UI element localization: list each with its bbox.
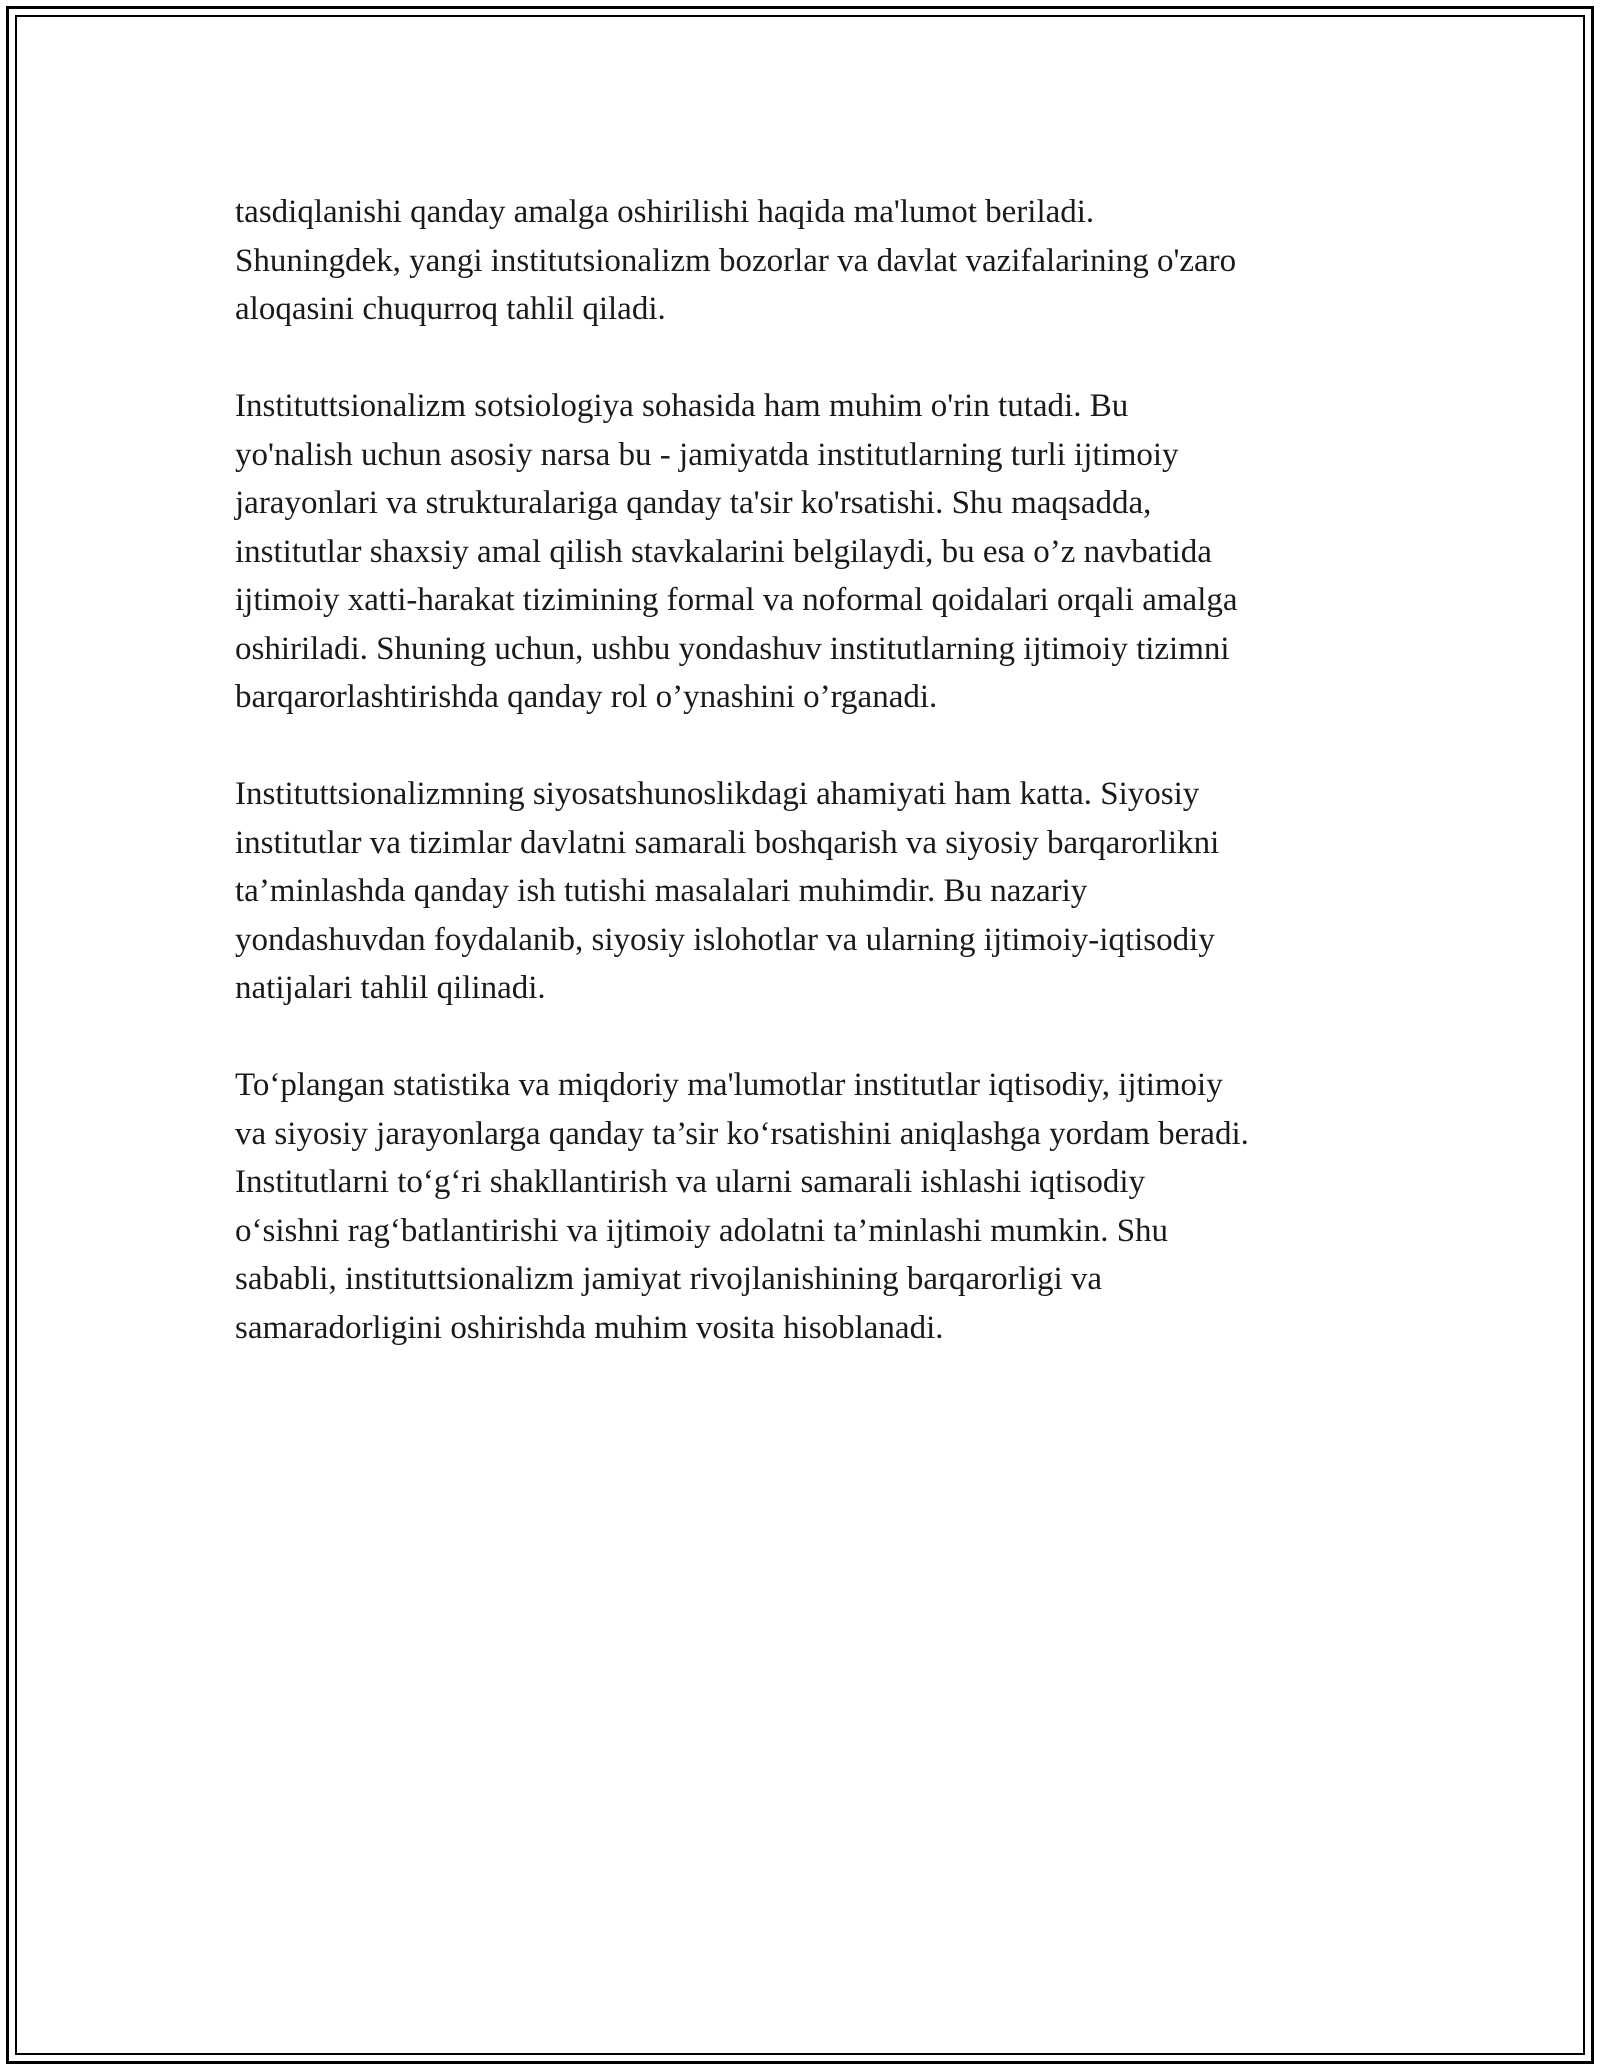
- text-line: Shuningdek, yangi institutsionalizm bozorlar va davlat vazifalarining o'zaro: [235, 242, 1237, 279]
- paragraph-1: [235, 188, 1375, 334]
- text-line: barqarorlashtirishda qanday rol o’ynashini o’rganadi.: [235, 679, 938, 715]
- text-line: institutlar shaxsiy amal qilish stavkalarini belgilaydi, bu esa o’z navbatida: [235, 533, 1212, 570]
- text-line: ijtimoiy xatti-harakat tizimining formal va noformal qoidalari orqali amalga: [235, 582, 1238, 618]
- text-line: ta’minlashda qanday ish tutishi masalalari muhimdir. Bu nazariy: [235, 873, 1088, 909]
- text-line: tasdiqlanishi qanday amalga oshirilishi haqida ma'lumot beriladi.: [235, 194, 1095, 230]
- text-line: va siyosiy jarayonlarga qanday ta’sir ko‘rsatishini aniqlashga yordam beradi.: [235, 1115, 1249, 1152]
- text-line: To‘plangan statistika va miqdoriy ma'lumotlar institutlar iqtisodiy, ijtimoiy: [235, 1067, 1223, 1103]
- text-line: aloqasini chuqurroq tahlil qiladi.: [235, 291, 666, 327]
- text-line: yo'nalish uchun asosiy narsa bu - jamiyatda institutlarning turli ijtimoiy: [235, 436, 1179, 473]
- text-line: Institutlarni to‘g‘ri shakllantirish va ularni samarali ishlashi iqtisodiy: [235, 1164, 1146, 1200]
- text-line: Instituttsionalizm sotsiologiya sohasida ham muhim o'rin tutadi. Bu: [235, 388, 1129, 424]
- text-line: samaradorligini oshirishda muhim vosita hisoblanadi.: [235, 1309, 944, 1346]
- text-line: yondashuvdan foydalanib, siyosiy islohotlar va ularning ijtimoiy-iqtisodiy: [235, 921, 1215, 958]
- text-line: natijalari tahlil qilinadi.: [235, 970, 546, 1006]
- paragraph-2: [235, 382, 1375, 722]
- text-line: o‘sishni rag‘batlantirishi va ijtimoiy adolatni ta’minlashi mumkin. Shu: [235, 1212, 1169, 1249]
- text-line: jarayonlari va strukturalariga qanday ta'sir ko'rsatishi. Shu maqsadda,: [235, 485, 1152, 521]
- paragraph-4: [235, 1061, 1375, 1352]
- text-line: oshiriladi. Shuning uchun, ushbu yondashuv institutlarning ijtimoiy tizimni: [235, 630, 1230, 667]
- paragraph-3: [235, 770, 1375, 1013]
- text-line: Instituttsionalizmning siyosatshunoslikdagi ahamiyati ham katta. Siyosiy: [235, 776, 1200, 812]
- text-line: institutlar va tizimlar davlatni samarali boshqarish va siyosiy barqarorlikni: [235, 824, 1220, 861]
- text-line: sababli, instituttsionalizm jamiyat rivojlanishining barqarorligi va: [235, 1261, 1103, 1297]
- document-body: [235, 188, 1375, 1401]
